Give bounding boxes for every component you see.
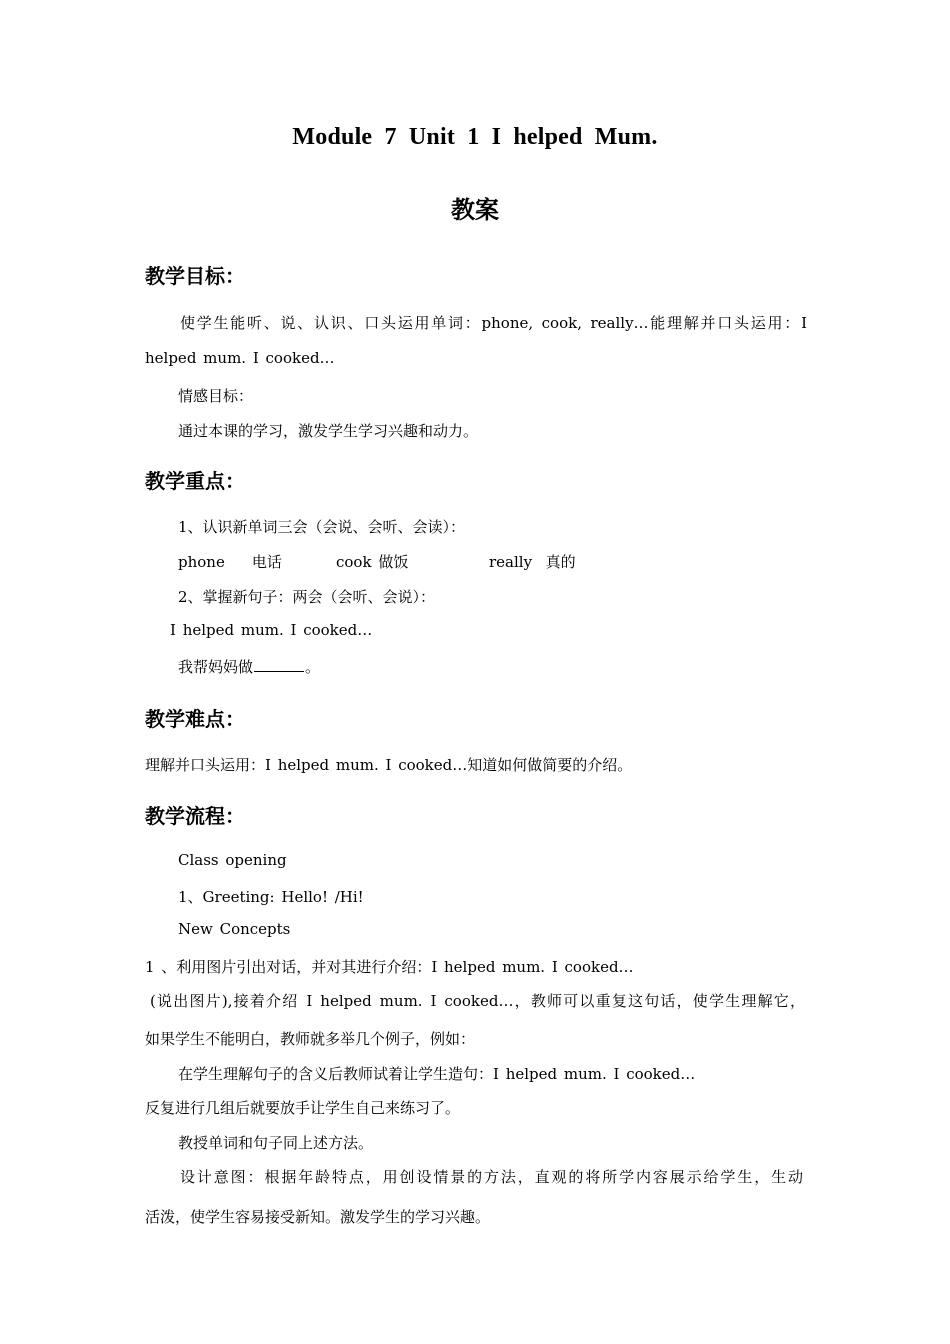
vocab-meaning: 真的 <box>545 553 576 571</box>
process-step-1-cont-1: (说出图片),接着介绍 I helped mum. I cooked…，教师可以重复这句话，使学生理解它， <box>150 992 805 1010</box>
fill-blank <box>254 657 304 672</box>
emotion-text: 通过本课的学习，激发学生学习兴趣和动力。 <box>178 422 479 440</box>
heading-key-points: 教学重点： <box>145 469 245 493</box>
heading-process: 教学流程： <box>145 804 245 828</box>
design-intent-line-1: 设计意图：根据年龄特点，用创设情景的方法，直观的将所学内容展示给学生，生动 <box>180 1168 803 1186</box>
emotion-label: 情感目标： <box>178 387 254 405</box>
vocab-word: cook <box>336 553 372 571</box>
process-class-opening: Class opening <box>178 851 287 869</box>
process-step-2: 在学生理解句子的含义后教师试着让学生造句：I helped mum. I cooked… <box>178 1065 696 1083</box>
process-step-1-cont-2: 如果学生不能明白，教师就多举几个例子，例如： <box>145 1030 476 1048</box>
objectives-line-2: helped mum. I cooked… <box>145 349 335 367</box>
vocab-meaning: 电话 <box>251 553 282 571</box>
key-sentence-cn-prefix: 我帮妈妈做 <box>178 658 254 676</box>
process-step-3: 反复进行几组后就要放手让学生自己来练习了。 <box>145 1099 461 1117</box>
document-title: Module 7 Unit 1 I helped Mum. <box>292 124 658 150</box>
vocab-row <box>178 551 576 572</box>
heading-difficulties: 教学难点： <box>145 707 245 731</box>
difficulties-text: 理解并口头运用：I helped mum. I cooked…知道如何做简要的介绍。 <box>145 756 633 774</box>
vocab-item <box>489 551 576 572</box>
vocab-item <box>178 551 336 572</box>
vocab-meaning: 做饭 <box>378 553 409 571</box>
process-step-4: 教授单词和句子同上述方法。 <box>178 1134 374 1152</box>
key-point-2: 2、掌握新句子：两会（会听、会说）： <box>178 588 436 606</box>
key-sentence-cn-suffix: 。 <box>305 658 321 676</box>
design-intent-line-2: 活泼，使学生容易接受新知。激发学生的学习兴趣。 <box>145 1208 491 1226</box>
process-step-1: 1 、利用图片引出对话，并对其进行介绍：I helped mum. I cooked… <box>145 958 634 976</box>
objectives-line-1: 使学生能听、说、认识、口头运用单词：phone, cook, really…能理解并口头运用：I <box>180 314 807 332</box>
vocab-word: phone <box>178 553 225 571</box>
process-greeting: 1、Greeting: Hello! /Hi! <box>178 888 364 906</box>
heading-objectives: 教学目标： <box>145 264 245 288</box>
key-point-1: 1、认识新单词三会（会说、会听、会读）： <box>178 518 466 536</box>
process-new-concepts: New Concepts <box>178 920 291 938</box>
document-subtitle: 教案 <box>451 196 499 224</box>
vocab-item <box>336 551 489 572</box>
key-sentence: I helped mum. I cooked… <box>170 621 373 639</box>
vocab-word: really <box>489 553 533 571</box>
key-sentence-cn <box>178 656 320 677</box>
